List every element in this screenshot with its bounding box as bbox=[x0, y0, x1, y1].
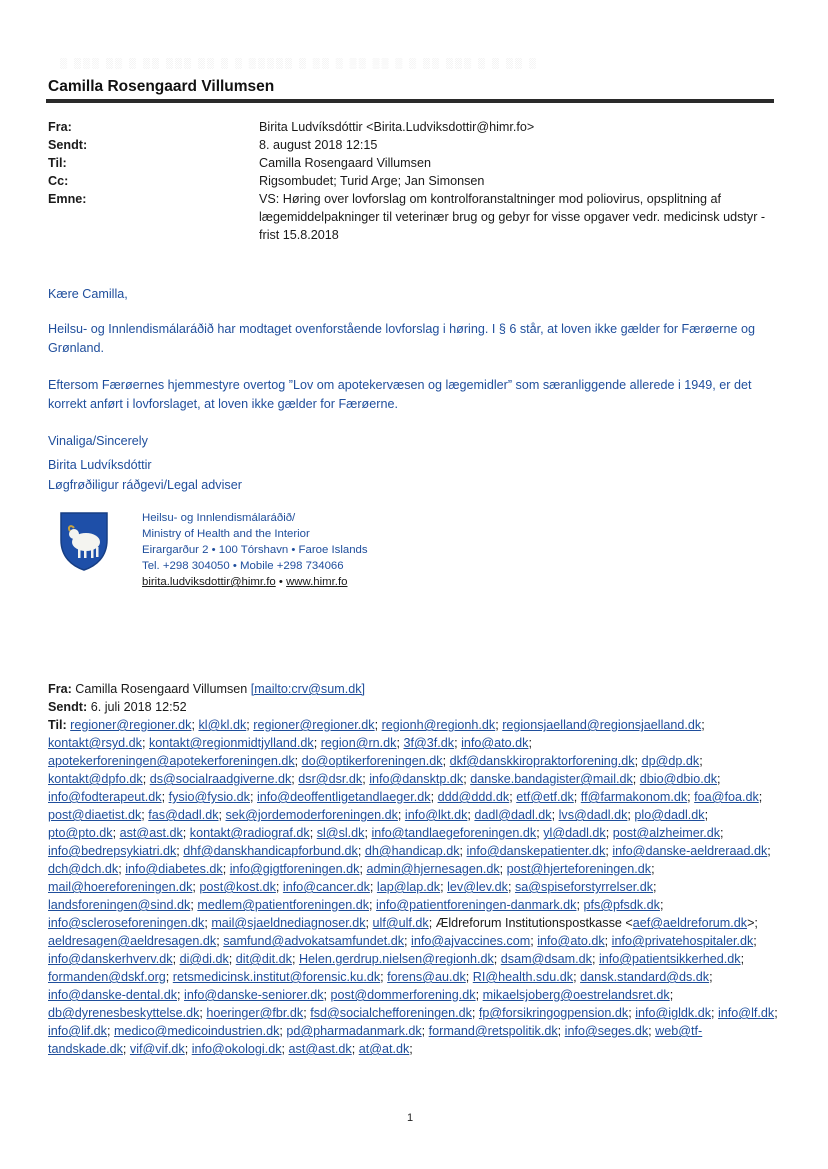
recipient-email[interactable]: sa@spiseforstyrrelser.dk bbox=[514, 880, 654, 894]
meta-subject-row bbox=[48, 190, 768, 244]
recipient-email[interactable]: fas@dadl.dk bbox=[148, 808, 219, 822]
fwd-aeldre-link[interactable]: aef@aeldreforum.dk bbox=[632, 916, 748, 930]
recipient-email[interactable]: info@danskepatienter.dk bbox=[466, 844, 606, 858]
header-name: Camilla Rosengaard Villumsen bbox=[48, 78, 275, 95]
recipient-email[interactable]: etf@etf.dk bbox=[516, 790, 574, 804]
greeting: Kære Camilla, bbox=[48, 287, 128, 301]
recipient-email[interactable]: samfund@advokatsamfundet.dk bbox=[223, 934, 405, 948]
recipient-email[interactable]: regionh@regionh.dk bbox=[381, 718, 496, 732]
fwd-recipients-1: regioner@regioner.dk; kl@kl.dk; regioner@regioner.dk; regionh@regionh.dk; regionsjaelland@regionsjaelland.dk; kontakt@rsyd.dk; kontakt@regionmidtjylland.dk; region@rn.dk; 3f@3f.dk; info@ato.dk; apotekerforeningen@apotekerforeningen.dk; do@optikerforeningen.dk; dkf@danskkiropraktorforening.dk; dp@dp.dk; kontakt@dpfo.dk; ds@socialraadgiverne.dk; dsr@dsr.dk; info@dansktp.dk; danske.bandagister@mail.dk; dbio@dbio.dk; info@fodterapeut.dk; fysio@fysio.dk; info@deoffentligetandlaeger.dk; ddd@ddd.dk; etf@etf.dk; ff@farmakonom.dk; foa@foa.dk; post@diaetist.dk; fas@dadl.dk; sek@jordemoderforeningen.dk; info@lkt.dk; dadl@dadl.dk; lvs@dadl.dk; plo@dadl.dk; pto@pto.dk; ast@ast.dk; kontakt@radiograf.dk; sl@sl.dk; info@tandlaegeforeningen.dk; yl@dadl.dk; post@alzheimer.dk; info@bedrepsykiatri.dk; dhf@danskhandicapforbund.dk; dh@handicap.dk; info@danskepatienter.dk; info@danske-aeldreraad.dk; dch@dch.dk; info@diabetes.dk; info@gigtforeningen.dk; admin@hjernesagen.dk; post@hjerteforeningen.dk; mail@hoereforeningen.dk; post@kost.dk; info@cancer.dk; lap@lap.dk; lev@lev.dk; sa@spiseforstyrrelser.dk; landsforeningen@sind.dk; medlem@patientforeningen.dk; info@patientforeningen-danmark.dk; pfs@pfsdk.dk; info@scleroseforeningen.dk; mail@sjaeldnediagnoser.dk; ulf@ulf.dk; bbox=[48, 718, 771, 930]
meta-sent-label: Sendt: bbox=[48, 138, 88, 152]
recipient-email[interactable]: apotekerforeningen@apotekerforeningen.dk bbox=[48, 754, 295, 768]
meta-subject-label: Emne: bbox=[48, 192, 87, 206]
fwd-sent-value: 6. juli 2018 12:52 bbox=[90, 700, 187, 714]
recipient-email[interactable]: info@diabetes.dk bbox=[125, 862, 223, 876]
recipient-email[interactable]: web@tf-tandskade.dk bbox=[48, 1024, 703, 1056]
recipient-email[interactable]: kontakt@rsyd.dk bbox=[48, 736, 142, 750]
recipient-email[interactable]: db@dyrenesbeskyttelse.dk bbox=[48, 1006, 200, 1020]
recipient-email[interactable]: kontakt@regionmidtjylland.dk bbox=[148, 736, 314, 750]
paragraph-1: Heilsu- og Innlendismálaráðið har modtaget ovenforstående lovforslag i høring. I § 6 står, at loven ikke gælder for Færøerne og Grønland. bbox=[48, 322, 756, 355]
recipient-email[interactable]: formanden@dskf.org bbox=[48, 970, 166, 984]
fwd-aeldre-close: >; bbox=[747, 916, 758, 930]
recipient-email[interactable]: info@patientsikkerhed.dk bbox=[598, 952, 741, 966]
recipient-email[interactable]: ulf@ulf.dk bbox=[372, 916, 429, 930]
forwarded-message bbox=[48, 680, 778, 1058]
sig-line-5 bbox=[142, 574, 368, 590]
recipient-email[interactable]: dadl@dadl.dk bbox=[474, 808, 552, 822]
sig-line-2: Ministry of Health and the Interior bbox=[142, 528, 310, 540]
meta-cc-label: Cc: bbox=[48, 174, 69, 188]
recipient-email[interactable]: info@danske-seniorer.dk bbox=[184, 988, 324, 1002]
recipient-email[interactable]: ast@ast.dk bbox=[288, 1042, 352, 1056]
recipient-email[interactable]: aeldresagen@aeldresagen.dk bbox=[48, 934, 217, 948]
meta-subject-value: VS: Høring over lovforslag om kontrolforanstaltninger mod poliovirus, opsplitning af lægemiddelpakninger til veterinær brug og gebyr for visse opgaver vedr. medicinsk udstyr - frist 15.8.2018 bbox=[259, 192, 766, 242]
recipient-email[interactable]: regioner@regioner.dk bbox=[70, 718, 192, 732]
recipient-email[interactable]: foa@foa.dk bbox=[694, 790, 759, 804]
recipient-email[interactable]: info@lf.dk bbox=[718, 1006, 775, 1020]
recipient-email[interactable]: info@lkt.dk bbox=[404, 808, 468, 822]
recipient-email[interactable]: dit@dit.dk bbox=[235, 952, 292, 966]
recipient-email[interactable]: medlem@patientforeningen.dk bbox=[197, 898, 370, 912]
recipient-email[interactable]: RI@health.sdu.dk bbox=[472, 970, 574, 984]
sig-web-link[interactable]: www.himr.fo bbox=[286, 576, 348, 588]
recipient-email[interactable]: info@danske-dental.dk bbox=[48, 988, 178, 1002]
recipient-email[interactable]: dkf@danskkiropraktorforening.dk bbox=[449, 754, 635, 768]
meta-cc-value: Rigsombudet; Turid Arge; Jan Simonsen bbox=[259, 174, 485, 188]
sig-email-link[interactable]: birita.ludviksdottir@himr.fo bbox=[142, 576, 276, 588]
recipient-email[interactable]: info@deoffentligetandlaeger.dk bbox=[256, 790, 431, 804]
signature-block bbox=[58, 510, 658, 600]
recipient-email[interactable]: ddd@ddd.dk bbox=[437, 790, 510, 804]
recipient-email[interactable]: sl@sl.dk bbox=[316, 826, 365, 840]
recipient-email[interactable]: yl@dadl.dk bbox=[543, 826, 606, 840]
recipient-email[interactable]: info@danskerhverv.dk bbox=[48, 952, 173, 966]
recipient-email[interactable]: info@tandlaegeforeningen.dk bbox=[371, 826, 537, 840]
recipient-email[interactable]: landsforeningen@sind.dk bbox=[48, 898, 191, 912]
sig-line-4: Tel. +298 304050 • Mobile +298 734066 bbox=[142, 560, 344, 572]
recipient-email[interactable]: post@diaetist.dk bbox=[48, 808, 142, 822]
recipient-email[interactable]: formand@retspolitik.dk bbox=[428, 1024, 558, 1038]
recipient-email[interactable]: info@scleroseforeningen.dk bbox=[48, 916, 205, 930]
header-rule bbox=[46, 99, 774, 103]
recipient-email[interactable]: info@gigtforeningen.dk bbox=[229, 862, 360, 876]
recipient-email[interactable]: admin@hjernesagen.dk bbox=[366, 862, 500, 876]
recipient-email[interactable]: info@ato.dk bbox=[537, 934, 605, 948]
recipient-email[interactable]: post@alzheimer.dk bbox=[612, 826, 721, 840]
recipient-email[interactable]: sek@jordemoderforeningen.dk bbox=[225, 808, 398, 822]
meta-sent-row bbox=[48, 136, 768, 154]
signature-text bbox=[142, 510, 368, 590]
recipient-email[interactable]: Helen.gerdrup.nielsen@regionh.dk bbox=[298, 952, 494, 966]
recipient-email[interactable]: info@danske-aeldreraad.dk bbox=[612, 844, 768, 858]
recipient-email[interactable]: danske.bandagister@mail.dk bbox=[470, 772, 633, 786]
recipient-email[interactable]: info@seges.dk bbox=[564, 1024, 649, 1038]
sig-line-3: Eirargarður 2 • 100 Tórshavn • Faroe Islands bbox=[142, 544, 368, 556]
recipient-email[interactable]: plo@dadl.dk bbox=[634, 808, 705, 822]
recipient-email[interactable]: fp@forsikringogpension.dk bbox=[478, 1006, 629, 1020]
recipient-email[interactable]: ast@ast.dk bbox=[119, 826, 183, 840]
recipient-email[interactable]: info@ajvaccines.com bbox=[411, 934, 531, 948]
recipient-email[interactable]: ds@socialraadgiverne.dk bbox=[149, 772, 292, 786]
recipient-email[interactable]: kl@kl.dk bbox=[198, 718, 247, 732]
recipient-email[interactable]: kontakt@radiograf.dk bbox=[189, 826, 310, 840]
recipient-email[interactable]: info@fodterapeut.dk bbox=[48, 790, 162, 804]
meta-sent-value: 8. august 2018 12:15 bbox=[259, 138, 378, 152]
recipient-email[interactable]: post@dommerforening.dk bbox=[330, 988, 476, 1002]
recipient-email[interactable]: at@at.dk bbox=[358, 1042, 410, 1056]
fwd-from-name: Camilla Rosengaard Villumsen bbox=[75, 682, 251, 696]
recipient-email[interactable]: forens@au.dk bbox=[387, 970, 466, 984]
recipient-email[interactable]: lap@lap.dk bbox=[376, 880, 441, 894]
recipient-email[interactable]: ff@farmakonom.dk bbox=[580, 790, 688, 804]
recipient-email[interactable]: kontakt@dpfo.dk bbox=[48, 772, 143, 786]
recipient-email[interactable]: pto@pto.dk bbox=[48, 826, 113, 840]
recipient-email[interactable]: vif@vif.dk bbox=[129, 1042, 185, 1056]
signer-role: Løgfrøðiligur ráðgevi/Legal adviser bbox=[48, 478, 242, 492]
meta-from-label: Fra: bbox=[48, 120, 72, 134]
recipient-email[interactable]: pfs@pfsdk.dk bbox=[583, 898, 660, 912]
recipient-email[interactable]: mikaelsjoberg@oestrelandsret.dk bbox=[482, 988, 670, 1002]
paragraph-2: Eftersom Færøernes hjemmestyre overtog ”Lov om apotekervæsen og lægemidler” som særanliggende allerede i 1949, er det korrekt anført i lovforslaget, at loven ikke gælder for Færøerne. bbox=[48, 378, 752, 411]
recipient-email[interactable]: info@dansktp.dk bbox=[369, 772, 464, 786]
fwd-from-label: Fra: bbox=[48, 682, 72, 696]
fwd-to-line bbox=[48, 716, 778, 1058]
recipient-email[interactable]: dp@dp.dk bbox=[641, 754, 700, 768]
fwd-recipients-2: aeldresagen@aeldresagen.dk; samfund@advokatsamfundet.dk; info@ajvaccines.com; info@ato.dk; info@privatehospitaler.dk; info@danskerhverv.dk; di@di.dk; dit@dit.dk; Helen.gerdrup.nielsen@regionh.dk; dsam@dsam.dk; info@patientsikkerhed.dk; formanden@dskf.org; retsmedicinsk.institut@forensic.ku.dk; forens@au.dk; RI@health.sdu.dk; dansk.standard@ds.dk; info@danske-dental.dk; info@danske-seniorer.dk; post@dommerforening.dk; mikaelsjoberg@oestrelandsret.dk; db@dyrenesbeskyttelse.dk; hoeringer@fbr.dk; fsd@socialchefforeningen.dk; fp@forsikringogpension.dk; info@igldk.dk; info@lf.dk; info@lif.dk; medico@medicoindustrien.dk; pd@pharmadanmark.dk; formand@retspolitik.dk; info@seges.dk; web@tf-tandskade.dk; vif@vif.dk; info@okologi.dk; ast@ast.dk; at@at.dk; bbox=[48, 934, 778, 1056]
page-number: 1 bbox=[407, 1112, 414, 1124]
recipient-email[interactable]: regioner@regioner.dk bbox=[253, 718, 375, 732]
meta-cc-row bbox=[48, 172, 768, 190]
recipient-email[interactable]: fsd@socialchefforeningen.dk bbox=[310, 1006, 472, 1020]
recipient-email[interactable]: 3f@3f.dk bbox=[403, 736, 455, 750]
recipient-email[interactable]: dsr@dsr.dk bbox=[298, 772, 363, 786]
recipient-email[interactable]: dhf@danskhandicapforbund.dk bbox=[183, 844, 358, 858]
recipient-email[interactable]: info@lif.dk bbox=[48, 1024, 107, 1038]
recipient-email[interactable]: post@hjerteforeningen.dk bbox=[506, 862, 652, 876]
recipient-email[interactable]: fysio@fysio.dk bbox=[168, 790, 250, 804]
fwd-aeldre-text: Ældreforum Institutionspostkasse < bbox=[435, 916, 633, 930]
sig-line-1: Heilsu- og Innlendismálaráðið/ bbox=[142, 512, 296, 524]
scan-noise: ░ ░░░ ░░ ░ ░░ ░░░ ░░ ░ ░ ░░░░░ ░ ░░ ░ ░░ ░░ ░ ░ ░░ ░░░ ░ ░ ░░ ░ bbox=[60, 58, 538, 69]
recipient-email[interactable]: region@rn.dk bbox=[320, 736, 397, 750]
meta-from-value: Birita Ludvíksdóttir <Birita.Ludviksdottir@himr.fo> bbox=[259, 120, 535, 134]
recipient-email[interactable]: medico@medicoindustrien.dk bbox=[113, 1024, 280, 1038]
recipient-email[interactable]: dbio@dbio.dk bbox=[639, 772, 718, 786]
closing: Vinaliga/Sincerely bbox=[48, 434, 148, 448]
recipient-email[interactable]: regionsjaelland@regionsjaelland.dk bbox=[502, 718, 702, 732]
recipient-email[interactable]: info@ato.dk bbox=[461, 736, 529, 750]
meta-to-row bbox=[48, 154, 768, 172]
email-meta bbox=[48, 118, 768, 244]
fwd-sent-label: Sendt: bbox=[48, 700, 88, 714]
signer-name: Birita Ludvíksdóttir bbox=[48, 458, 152, 472]
recipient-email[interactable]: dch@dch.dk bbox=[48, 862, 119, 876]
recipient-email[interactable]: lvs@dadl.dk bbox=[558, 808, 628, 822]
recipient-email[interactable]: info@privatehospitaler.dk bbox=[611, 934, 754, 948]
recipient-email[interactable]: dh@handicap.dk bbox=[364, 844, 460, 858]
recipient-email[interactable]: lev@lev.dk bbox=[447, 880, 508, 894]
recipient-email[interactable]: dansk.standard@ds.dk bbox=[580, 970, 710, 984]
recipient-email[interactable]: do@optikerforeningen.dk bbox=[301, 754, 443, 768]
fwd-from-mailto[interactable]: [mailto:crv@sum.dk] bbox=[250, 682, 366, 696]
recipient-email[interactable]: di@di.dk bbox=[179, 952, 229, 966]
recipient-email[interactable]: pd@pharmadanmark.dk bbox=[286, 1024, 422, 1038]
recipient-email[interactable]: mail@sjaeldnediagnoser.dk bbox=[211, 916, 366, 930]
recipient-email[interactable]: dsam@dsam.dk bbox=[500, 952, 592, 966]
fwd-from-line bbox=[48, 680, 778, 698]
recipient-email[interactable]: info@bedrepsykiatri.dk bbox=[48, 844, 177, 858]
recipient-email[interactable]: info@cancer.dk bbox=[282, 880, 370, 894]
recipient-email[interactable]: mail@hoereforeningen.dk bbox=[48, 880, 193, 894]
recipient-email[interactable]: post@kost.dk bbox=[199, 880, 276, 894]
recipient-email[interactable]: retsmedicinsk.institut@forensic.ku.dk bbox=[172, 970, 381, 984]
fwd-sent-line bbox=[48, 698, 778, 716]
recipient-email[interactable]: info@patientforeningen-danmark.dk bbox=[376, 898, 577, 912]
recipient-email[interactable]: hoeringer@fbr.dk bbox=[206, 1006, 304, 1020]
meta-to-value: Camilla Rosengaard Villumsen bbox=[259, 156, 431, 170]
meta-from-row bbox=[48, 118, 768, 136]
recipient-email[interactable]: info@igldk.dk bbox=[635, 1006, 711, 1020]
meta-to-label: Til: bbox=[48, 156, 67, 170]
recipient-email[interactable]: info@okologi.dk bbox=[191, 1042, 282, 1056]
faroe-crest-icon bbox=[58, 510, 110, 572]
fwd-to-label: Til: bbox=[48, 718, 67, 732]
sig-separator: • bbox=[275, 576, 287, 588]
